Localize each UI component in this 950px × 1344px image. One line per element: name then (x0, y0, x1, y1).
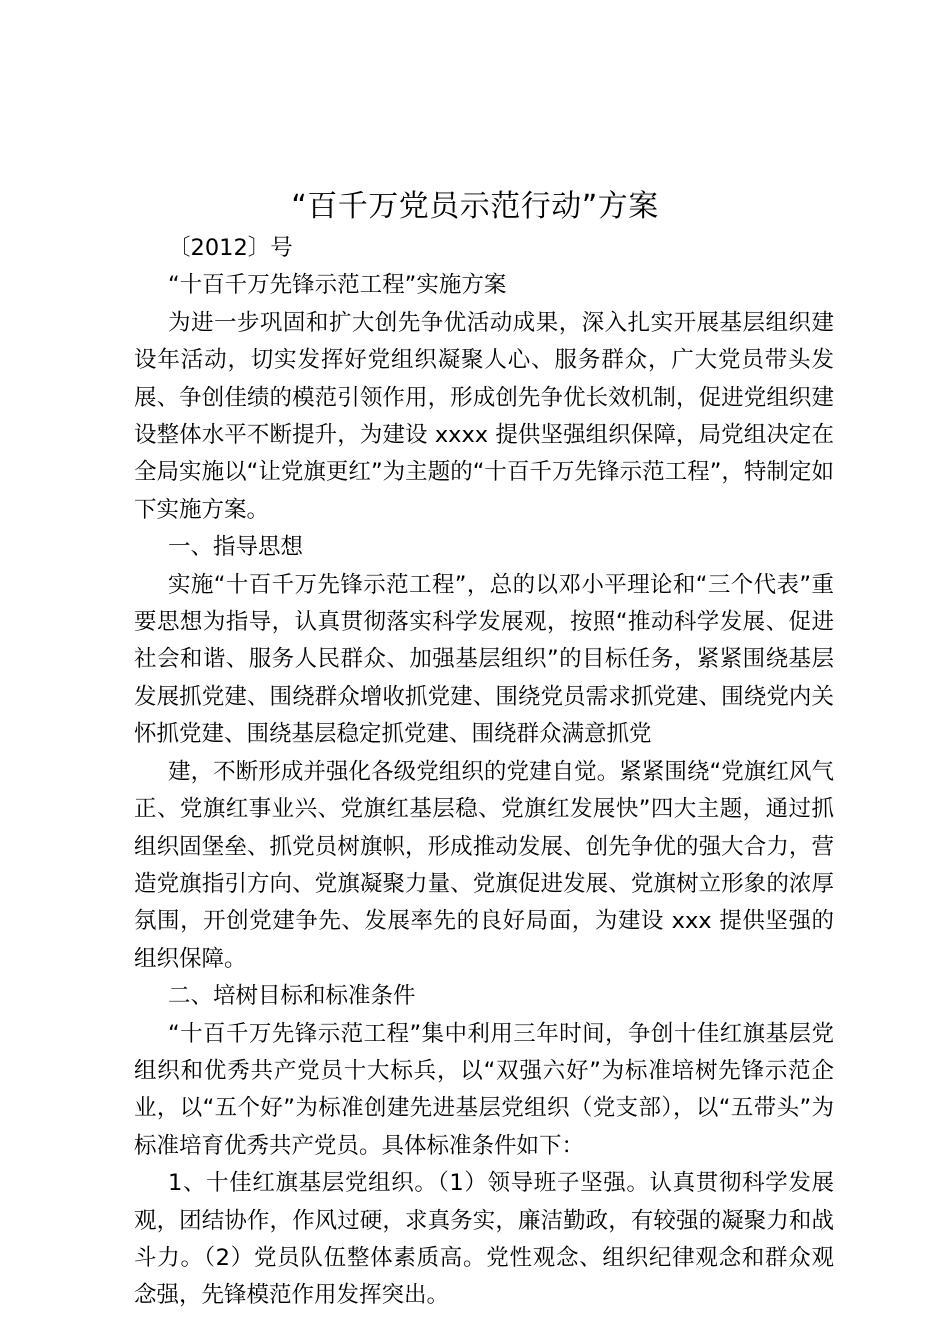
document-number: 〔2012〕号 (168, 235, 293, 261)
section-heading-guiding-ideology: 一、指导思想 (168, 534, 304, 561)
intro-paragraph: 为进一步巩固和扩大创先争优活动成果，深入扎实开展基层组织建设年活动，切实发挥好党组织凝聚人心、服务群众，广大党员带头发展、争创佳绩的模范引领作用，形成创先争优长效机制，促进党组织建设整体水平不断提升，为建设 xxxx 提供坚强组织保障，局党组决定在全局实施以“让党旗更红”为主题的“十百千万先锋示范工程”，特制定如下实施方案。 (134, 309, 834, 523)
guiding-ideology-paragraph: 实施“十百千万先锋示范工程”，总的以邓小平理论和“三个代表”重要思想为指导，认真贯彻落实科学发展观，按照“推动科学发展、促进社会和谐、服务人民群众、加强基层组织”的目标任务，紧紧围绕基层发展抓党建、围绕群众增收抓党建、围绕党员需求抓党建、围绕党内关怀抓党建、围绕基层稳定抓党建、围绕群众满意抓党 (134, 571, 834, 748)
section-heading-goals-standards: 二、培树目标和标准条件 (168, 983, 416, 1010)
plan-subtitle: “十百千万先锋示范工程”实施方案 (168, 272, 507, 299)
standards-item-1: 1、十佳红旗基层党组织。（1）领导班子坚强。认真贯彻科学发展观，团结协作，作风过硬，求真务实，廉洁勤政，有较强的凝聚力和战斗力。（2）党员队伍整体素质高。党性观念、组织纪律观念和群众观念强，先锋模范作用发挥突出。 (134, 1170, 834, 1309)
document-title: “百千万党员示范行动”方案 (291, 189, 659, 224)
goals-paragraph: “十百千万先锋示范工程”集中利用三年时间，争创十佳红旗基层党组织和优秀共产党员十大标兵，以“双强六好”为标准培树先锋示范企业，以“五个好”为标准创建先进基层党组织（党支部），以“五带头”为标准培育优秀共产党员。具体标准条件如下： (134, 1020, 834, 1159)
document-body (134, 230, 834, 1315)
guiding-ideology-continuation: 建，不断形成并强化各级党组织的党建自觉。紧紧围绕“党旗红风气正、党旗红事业兴、党旗红基层稳、党旗红发展快”四大主题，通过抓组织固堡垒、抓党员树旗帜，形成推动发展、创先争优的强大合力，营造党旗指引方向、党旗凝聚力量、党旗促进发展、党旗树立形象的浓厚氛围，开创党建争先、发展率先的良好局面，为建设 xxx 提供坚强的组织保障。 (134, 758, 834, 972)
